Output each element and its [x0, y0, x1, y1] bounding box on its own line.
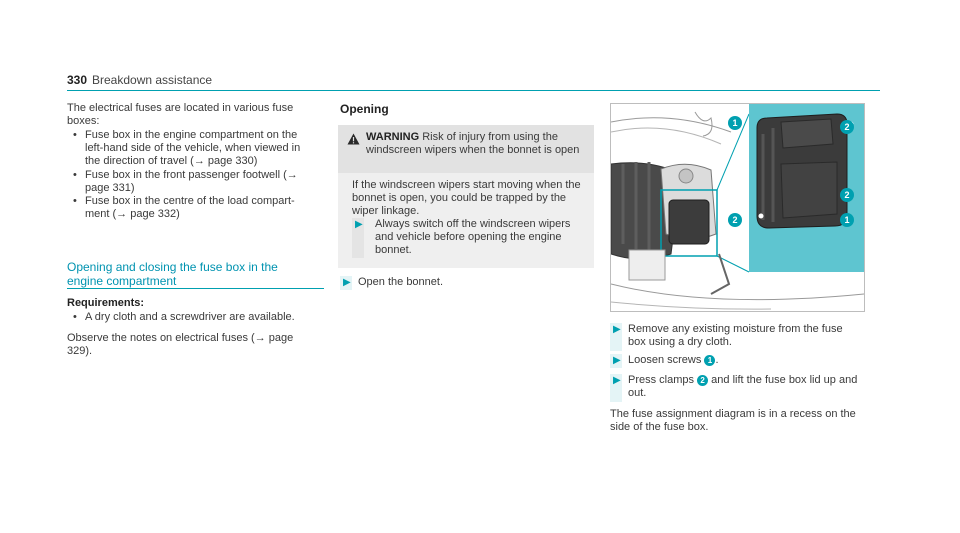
engine-illustration — [611, 104, 864, 311]
press-clamps-step: Press clamps 2 and lift the fuse box lid up and out. — [628, 374, 858, 400]
warning-title-text: Risk of injury from using the windscreen wipers when the bonnet is open — [366, 131, 580, 156]
step-arrow-icon: ▶ — [613, 375, 621, 386]
warning-title — [366, 131, 588, 157]
callout-marker: 2 — [840, 186, 854, 204]
section-subheading: Opening and closing the fuse box in the engine compartment — [67, 260, 278, 288]
fuse-diagram-note: The fuse assignment diagram is in a recess on the side of the fuse box. — [610, 408, 856, 434]
callout-marker: 2 — [728, 211, 742, 229]
fuse-box-list — [67, 129, 312, 221]
step-arrow-icon: ▶ — [613, 355, 621, 366]
list-item: • Fuse box in the engine compartment on the left-hand side of the vehicle, when viewed in the direction of travel (→ page 330) — [73, 129, 301, 168]
remove-moisture-step: Remove any existing moisture from the fuse box using a dry cloth. — [628, 323, 843, 349]
step-arrow-icon: ▶ — [613, 324, 621, 335]
step-arrow-icon: ▶ — [343, 277, 351, 288]
list-item: • A dry cloth and a screwdriver are available. — [73, 311, 295, 323]
warning-triangle-icon — [347, 133, 360, 145]
warning-box — [338, 125, 594, 268]
callout-badge: 2 — [697, 375, 708, 386]
callout-marker: 1 — [840, 211, 854, 229]
open-bonnet-step: Open the bonnet. — [358, 276, 444, 288]
engine-compartment-figure — [610, 103, 865, 312]
list-item: • Fuse box in the front passenger footwell (→ page 331) — [73, 168, 298, 194]
warning-action: Always switch off the windscreen wipers and vehicle before opening the engine bonnet. — [375, 218, 571, 257]
warning-label: WARNING — [366, 131, 420, 143]
callout-badge: 1 — [704, 355, 715, 366]
section-title: Breakdown assistance — [92, 73, 213, 87]
warning-body: If the windscreen wipers start moving when the bonnet is open, you could be trapped by the wiper linkage. — [352, 179, 581, 218]
header-rule — [67, 90, 880, 91]
step-arrow-icon: ▶ — [355, 219, 363, 230]
list-item: • Fuse box in the centre of the load compart-ment (→ page 332) — [73, 195, 295, 221]
loosen-screws-step: Loosen screws 1 . — [628, 354, 719, 366]
requirements-list — [67, 311, 312, 324]
callout-marker: 2 — [840, 118, 854, 136]
subheading-rule — [67, 288, 324, 289]
requirements-label: Requirements: — [67, 297, 145, 309]
opening-heading: Opening — [340, 102, 389, 116]
page-number: 330 — [67, 73, 88, 87]
callout-marker: 1 — [728, 114, 742, 132]
observe-text: Observe the notes on electrical fuses (→ page 329). — [67, 332, 294, 358]
intro-text: The electrical fuses are located in various fuse boxes: — [67, 102, 294, 128]
